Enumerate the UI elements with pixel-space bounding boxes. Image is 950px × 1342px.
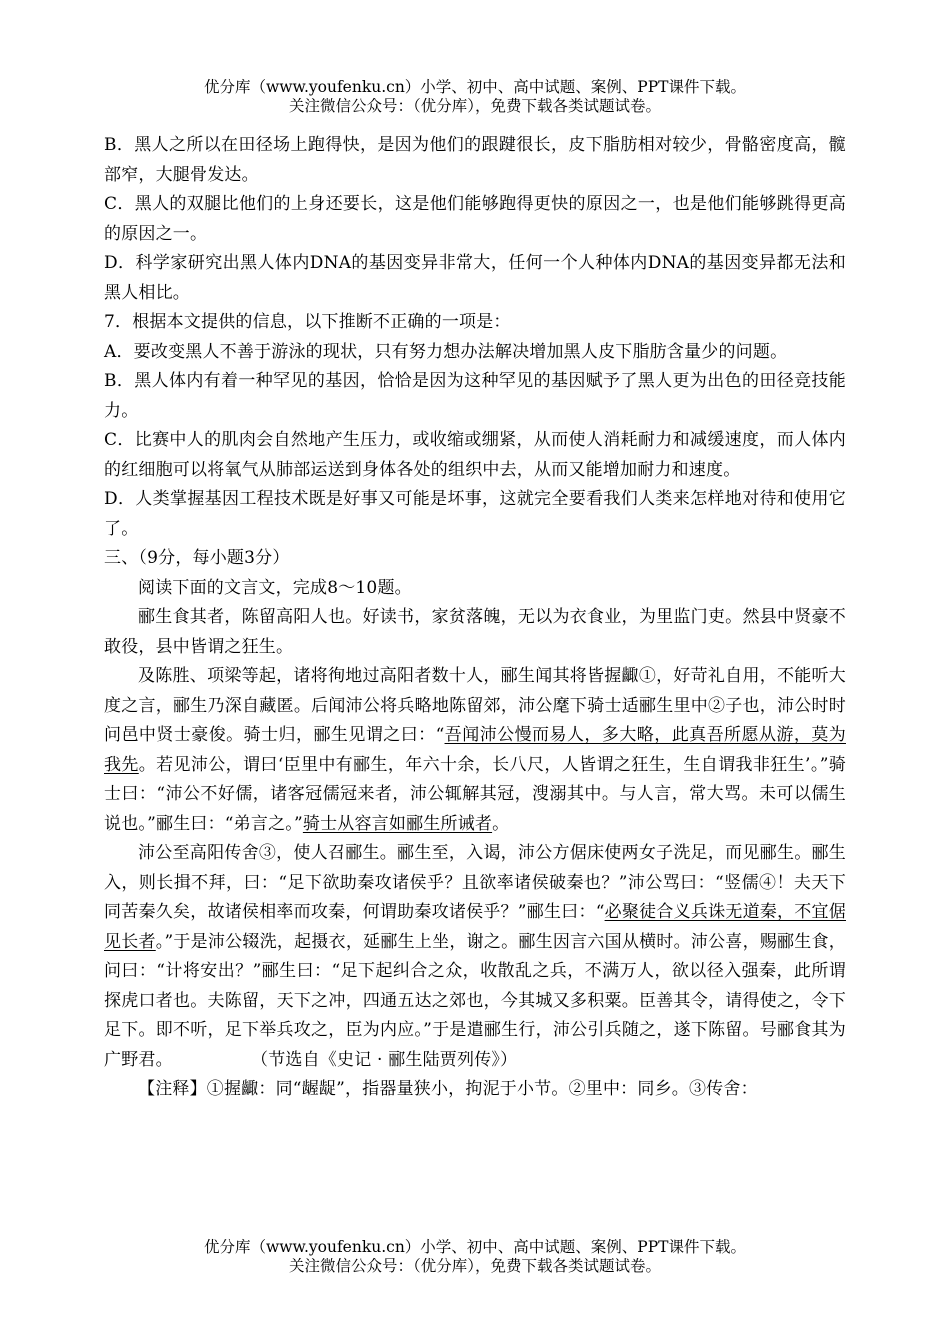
annotation-note: 【注释】①握齱：同“龌龊”，指器量狭小，拘泥于小节。②里中：同乡。③传舍： (138, 1079, 758, 1099)
underlined-sentence-2: 骑士从容言如郦生所诫者 (302, 813, 493, 834)
section-3-instruction: 阅读下面的文言文，完成8～10题。 (138, 577, 412, 598)
underlined-sentence-3: 必聚徒合义兵诛无道秦，不宜倨见长者 (104, 902, 846, 952)
q7-stem: 7．根据本文提供的信息，以下推断不正确的一项是： (104, 312, 511, 332)
footer-line-2: 关注微信公众号：（优分库），免费下载各类试题试卷。 (288, 1257, 661, 1275)
page-body (104, 131, 846, 1105)
page-footer (0, 1238, 950, 1276)
passage-text: 。 (492, 813, 510, 834)
q7-option-c: C．比赛中人的肌肉会自然地产生压力，或收缩或绷紧，从而使人消耗耐力和减缓速度，而人体内的红细胞可以将氧气从肺部运送到身体各处的组织中去，从而又能增加耐力和速度。 (104, 430, 846, 480)
header-line-1: 优分库（www.youfenku.cn）小学、初中、高中试题、案例、PPT课件下载。 (203, 78, 747, 96)
q7-option-b: B．黑人体内有着一种罕见的基因，恰恰是因为这种罕见的基因赋予了黑人更为出色的田径竞技能力。 (104, 371, 846, 421)
header-line-2: 关注微信公众号：（优分库），免费下载各类试题试卷。 (288, 97, 661, 115)
passage-text: 。若见沛公，谓曰‘臣里中有郦生，年六十余，长八尺，人皆谓之狂生，生自谓我非狂生’。”骑士曰：“沛公不好儒，诸客冠儒冠来者，沛公辄解其冠，溲溺其中。与人言，常大骂。未可以儒生说也。”郦生曰：“弟言之。” (104, 754, 846, 834)
q7-option-a: A．要改变黑人不善于游泳的现状，只有努力想办法解决增加黑人皮下脂肪含量少的问题。 (104, 341, 788, 362)
footer-line-1: 优分库（www.youfenku.cn）小学、初中、高中试题、案例、PPT课件下载。 (203, 1238, 747, 1256)
section-3-title: 三、（9分，每小题3分） (104, 548, 290, 568)
q6-option-c: C．黑人的双腿比他们的上身还要长，这是他们能够跑得更快的原因之一，也是他们能够跳得更高的原因之一。 (104, 194, 846, 244)
passage-paragraph-1: 郦生食其者，陈留高阳人也。好读书，家贫落魄，无以为衣食业，为里监门吏。然县中贤豪不敢役，县中皆谓之狂生。 (104, 607, 846, 657)
q7-option-d: D．人类掌握基因工程技术既是好事又可能是坏事，这就完全要看我们人类来怎样地对待和使用它了。 (104, 489, 846, 539)
passage-text: 。”于是沛公辍洗，起摄衣，延郦生上坐，谢之。郦生因言六国从横时。沛公喜，赐郦生食，问曰：“计将安出？”郦生曰：“足下起纠合之众，收散乱之兵，不满万人，欲以径入强秦，此所谓探虎口者也。夫陈留，天下之冲，四通五达之郊也，今其城又多积粟。臣善其令，请得使之，令下足下。即不听，足下举兵攻之，臣为内应。”于是遣郦生行，沛公引兵随之，遂下陈留。号郦食其为广野君。 (104, 931, 846, 1070)
passage-paragraph-2 (104, 662, 846, 839)
q6-option-b: B．黑人之所以在田径场上跑得快，是因为他们的跟踺很长，皮下脂肪相对较少，骨骼密度高，髋部窄，大腿骨发达。 (104, 135, 846, 185)
q6-option-d: D．科学家研究出黑人体内DNA的基因变异非常大，任何一个人种体内DNA的基因变异都无法和黑人相比。 (104, 253, 846, 303)
passage-paragraph-3 (104, 839, 846, 1075)
passage-source: （节选自《史记 · 郦生陆贾列传》） (251, 1049, 518, 1070)
page-header (0, 78, 950, 116)
passage-text: 沛公至高阳传舍③，使人召郦生。郦生至，入谒，沛公方倨床使两女子洗足，而见郦生。郦生入，则长揖不拜，曰：“足下欲助秦攻诸侯乎？且欲率诸侯破秦也？”沛公骂曰：“竖儒④！夫天下同苦秦久矣，故诸侯相率而攻秦，何谓助秦攻诸侯乎？”郦生曰：“ (104, 843, 846, 922)
passage-text: 及陈胜、项梁等起，诸将徇地过高阳者数十人，郦生闻其将皆握齱①，好苛礼自用，不能听大度之言，郦生乃深自藏匿。后闻沛公将兵略地陈留郊，沛公麾下骑士适郦生里中②子也，沛公时时问邑中贤士豪俊。骑士归，郦生见谓之曰：“ (104, 666, 846, 745)
underlined-sentence-1: 吾闻沛公慢而易人，多大略，此真吾所愿从游，莫为我先 (104, 725, 846, 775)
